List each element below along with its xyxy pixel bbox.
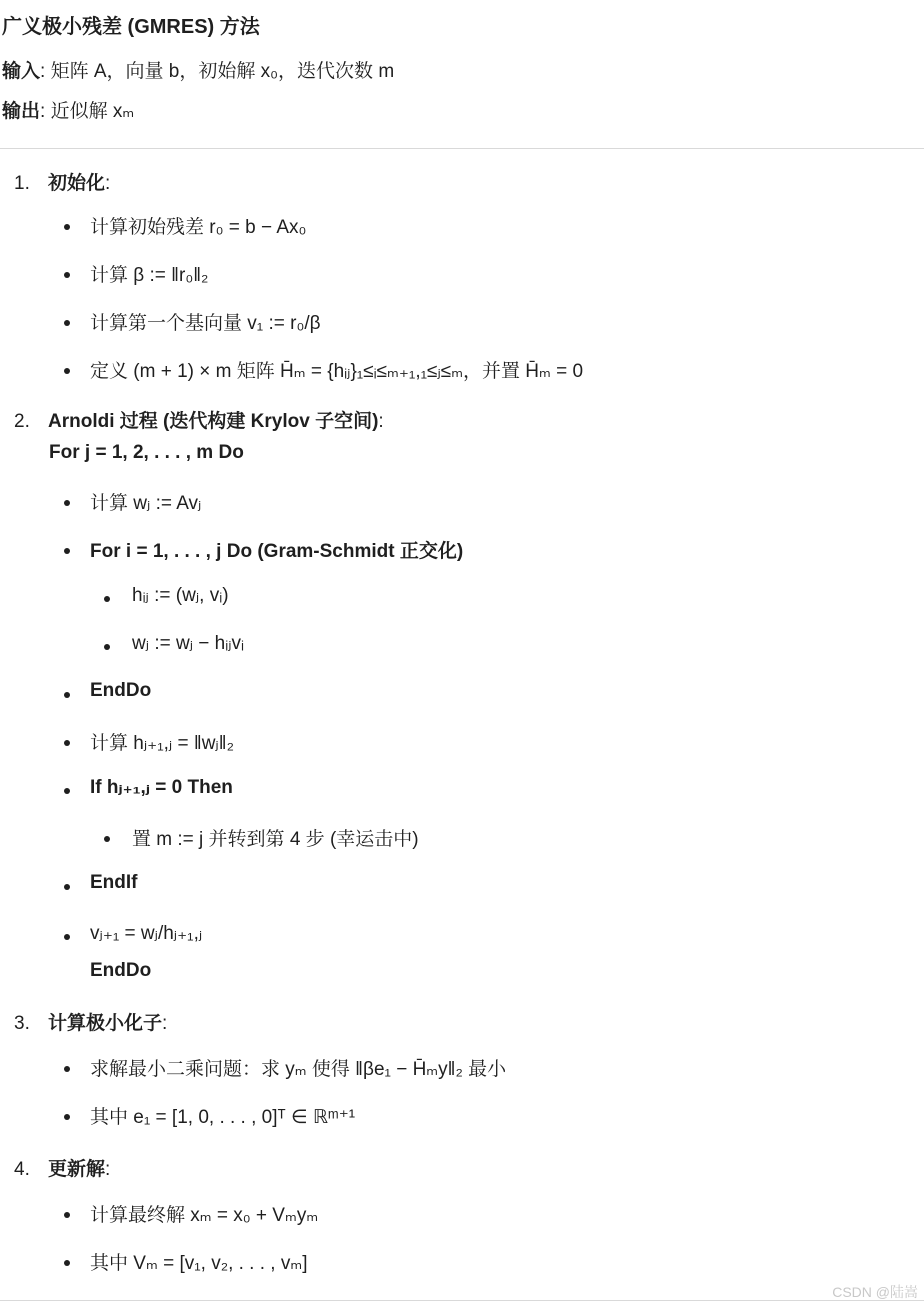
list-item: wⱼ := wⱼ − hᵢⱼvᵢ [132,633,245,654]
step-label: 计算极小化子 [48,1013,163,1034]
bullet-icon [64,368,70,374]
output-label: 输出 [2,101,41,122]
list-item: hᵢⱼ := (wⱼ, vᵢ) [132,585,229,606]
list-item [90,872,138,894]
step-number: 3. [14,1013,30,1034]
list-item-text: For i = 1, . . . , j Do (Gram-Schmidt 正交化) [90,541,464,562]
page-title: 广义极小残差 (GMRES) 方法 [2,16,260,38]
bullet-icon [104,836,110,842]
list-item-text: EndIf [90,872,138,893]
step-4: 4. 更新解: [14,1159,111,1180]
list-item: vⱼ₊₁ = wⱼ/hⱼ₊₁,ⱼ [90,923,203,944]
input-text: : 矩阵 A，向量 b，初始解 x₀，迭代次数 m [40,61,395,82]
end-do-text: EndDo [90,960,152,981]
list-item: 计算初始残差 r₀ = b − Ax₀ [90,217,307,238]
step-3: 3. 计算极小化子: [14,1013,168,1034]
output-line [2,96,134,123]
bullet-icon [64,934,70,940]
bullet-icon [64,692,70,698]
bullet-icon [64,740,70,746]
bullet-icon [64,884,70,890]
list-item [90,680,151,702]
step-label: Arnoldi 过程 (迭代构建 Krylov 子空间) [48,411,379,432]
bullet-icon [64,500,70,506]
watermark: CSDN @陆嵩 [832,1284,918,1300]
list-item: 求解最小二乘问题：求 yₘ 使得 ‖βe₁ − H̄ₘy‖₂ 最小 [90,1059,507,1080]
list-item: 定义 (m + 1) × m 矩阵 H̄ₘ = {hᵢⱼ}₁≤ᵢ≤ₘ₊₁,₁≤ⱼ≤ₘ，并置 H̄ₘ = 0 [90,361,584,382]
list-item: 其中 Vₘ = [v₁, v₂, . . . , vₘ] [90,1253,308,1274]
step-number: 4. [14,1159,30,1180]
step-label: 更新解 [48,1159,106,1180]
step-number: 1. [14,173,30,194]
bullet-icon [64,1260,70,1266]
for-line-text: For j = 1, 2, . . . , m Do [49,442,244,463]
list-item: 计算第一个基向量 v₁ := r₀/β [90,313,321,334]
step-2: 2. Arnoldi 过程 (迭代构建 Krylov 子空间): [14,411,384,432]
bullet-icon [64,272,70,278]
input-line [2,56,394,83]
for-line [49,442,244,464]
step-label: 初始化 [48,173,106,194]
bullet-icon [64,788,70,794]
list-item [90,776,233,799]
bullet-icon [64,320,70,326]
bottom-divider [0,1300,924,1301]
divider [0,148,924,149]
list-item-text: If hⱼ₊₁,ⱼ = 0 Then [90,777,233,798]
bullet-icon [64,1212,70,1218]
list-item: 计算 β := ‖r₀‖₂ [90,265,209,286]
bullet-icon [64,224,70,230]
list-item: 其中 e₁ = [1, 0, . . . , 0]ᵀ ∈ ℝᵐ⁺¹ [90,1107,356,1128]
end-do-line [90,960,151,982]
list-item-text: EndDo [90,680,152,701]
step-1: 1. 初始化: [14,173,111,194]
bullet-icon [104,644,110,650]
list-item: 置 m := j 并转到第 4 步 (幸运击中) [132,829,419,850]
input-label: 输入 [2,61,41,82]
list-item: 计算最终解 xₘ = x₀ + Vₘyₘ [90,1205,319,1226]
list-item: 计算 hⱼ₊₁,ⱼ = ‖wⱼ‖₂ [90,733,234,754]
bullet-icon [64,1114,70,1120]
bullet-icon [104,596,110,602]
output-text: : 近似解 xₘ [40,101,135,122]
list-item [90,536,463,563]
step-number: 2. [14,411,30,432]
bullet-icon [64,548,70,554]
bullet-icon [64,1066,70,1072]
list-item: 计算 wⱼ := Avⱼ [90,493,202,514]
